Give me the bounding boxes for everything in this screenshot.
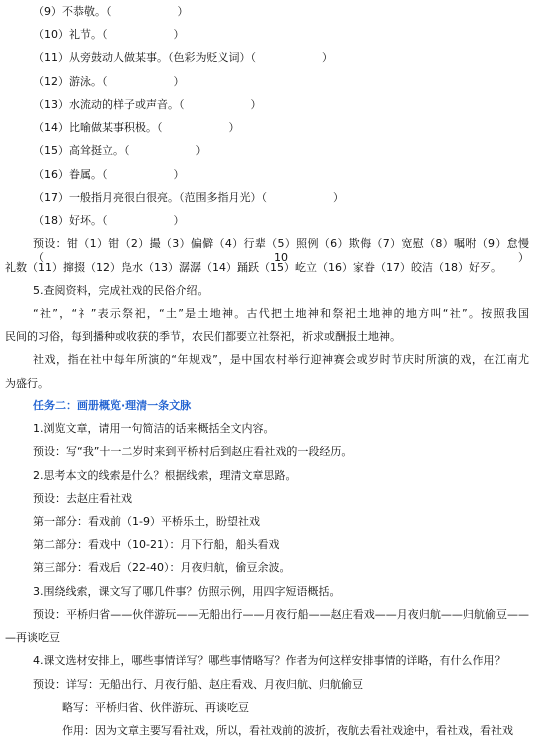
vocab-item-9: （9）不恭敬。（ ） [33,5,189,18]
structure-part-3: 第三部分：看戏后（22-40）：月夜归航，偷豆余波。 [33,561,291,575]
answer-4-brief: 略写：平桥归省、伙伴游玩、再谈吃豆 [62,700,249,714]
question-3: 3.围绕线索，课文写了哪几件事？仿照示例，用四字短语概括。 [33,584,341,598]
task-two-title: 任务二：画册概览·理清一条文脉 [33,398,192,412]
vocab-item-14: （14）比喻做某事积极。（ ） [33,121,240,135]
structure-part-2: 第二部分：看戏中（10-21）：月下行船，船头看戏 [33,538,280,552]
answer-1: 预设：写“我”十一二岁时来到平桥村后到赵庄看社戏的一段经历。 [33,445,353,459]
question-2: 2.思考本文的线索是什么？根据线索，理清文章思路。 [33,468,297,482]
structure-part-1: 第一部分：看戏前（1-9）平桥乐土，盼望社戏 [33,515,260,528]
answer-line-2: 礼数（11）撺掇（12）凫水（13）潺潺（14）踊跃（15）屹立（16）家眷（17）皎洁（18）好歹。 [5,260,502,274]
answer-3-line-1: 预设：平桥归省——伙伴游玩——无船出行——月夜行船——赵庄看戏——月夜归航——归航偷豆—— [33,607,529,621]
vocab-item-16: （16）眷属。（ ） [33,167,185,181]
vocab-item-12: （12）游泳。（ ） [33,74,185,88]
answer-3-line-2: —再谈吃豆 [5,631,60,645]
vocab-item-11: （11）从旁鼓动人做某事。（色彩为贬义词）（ ） [33,51,333,65]
she-paragraph-line-1: “社”，“礻”表示祭祀，“土”是土地神。古代把土地神和祭祀土地神的地方叫“社”。按照我国 [33,306,529,320]
answer-line-1: 预设：钳（1）钳（2）撮（3）偏僻（4）行辈（5）照例（6）欺侮（7）宽慰（8）嘱咐（9）怠慢（10） [33,237,529,265]
section5-heading: 5.查阅资料，完成社戏的民俗介绍。 [33,283,209,297]
vocab-item-15: （15）高耸挺立。（ ） [33,144,207,158]
vocab-item-18: （18）好坏。（ ） [33,214,185,227]
question-4: 4.课文选材安排上，哪些事情详写？哪些事情略写？作者为何这样安排事情的详略，有什么作用？ [33,654,506,668]
question-1: 1.浏览文章，请用一句简洁的话来概括全文内容。 [33,422,275,436]
shexi-paragraph-line-1: 社戏，指在社中每年所演的“年规戏”，是中国农村举行迎神赛会或岁时节庆时所演的戏，在江南尤 [33,353,529,367]
answer-2: 预设：去赵庄看社戏 [33,491,132,505]
answer-4-effect: 作用：因为文章主要写看社戏，所以，看社戏前的波折，夜航去看社戏途中，看社戏，看社戏 [62,724,513,737]
vocab-item-10: （10）礼节。（ ） [33,28,185,42]
answer-4-detail: 预设：详写：无船出行、月夜行船、赵庄看戏、月夜归航、归航偷豆 [33,677,363,691]
vocab-item-17: （17）一般指月亮很白很亮。（范围多指月光）（ ） [33,190,344,204]
shexi-paragraph-line-2: 为盛行。 [5,376,49,390]
she-paragraph-line-2: 民间的习俗，每到播种或收获的季节，农民们都要立社祭祀，祈求或酬报土地神。 [5,330,401,344]
vocab-item-13: （13）水流动的样子或声音。（ ） [33,97,262,111]
